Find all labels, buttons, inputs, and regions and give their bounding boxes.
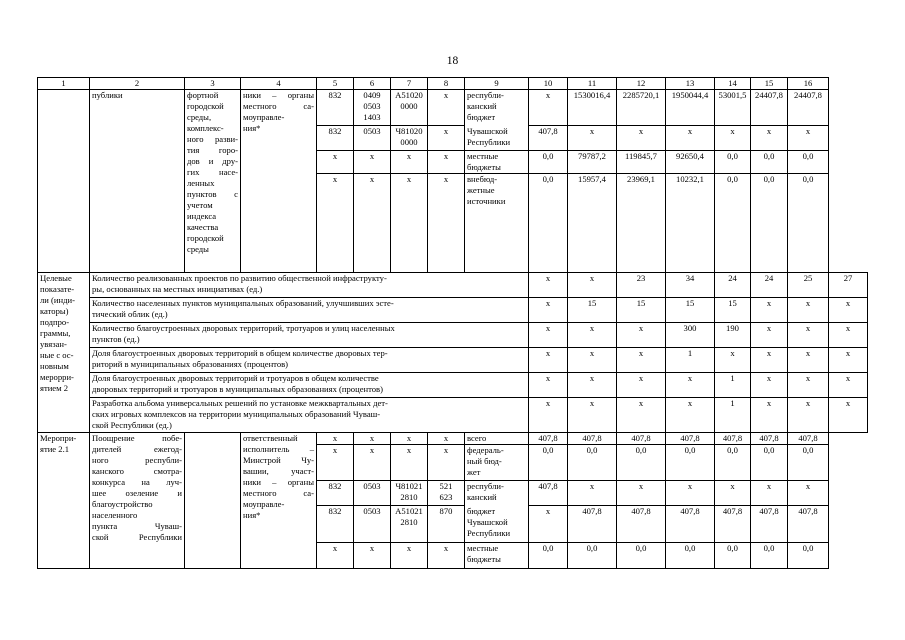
value-cell: x [788,348,829,373]
table-row [38,90,868,126]
value-cell: 407,8 [529,433,568,445]
value-cell: x [666,398,715,433]
value-cell: 1 [715,373,751,398]
value-cell: 407,8 [666,433,715,445]
value-cell: 15 [715,298,751,323]
cell-line: канского смотра- [92,466,182,476]
cell-col3 [185,90,241,273]
value-cell: 24407,8 [788,90,829,126]
column-number: 4 [241,78,317,90]
code-cell: x [317,433,354,445]
column-number: 12 [617,78,666,90]
value-cell: x [751,323,788,348]
value-cell: 1 [715,398,751,433]
code-cell: x [428,543,465,569]
value-cell: 23 [617,273,666,298]
value-cell: x [666,126,715,151]
indicator-text: Разработка альбома универсальных решений по установке межквартальных дет- ских игровых комплексов на территории муниципальных образований Чуваш- ской Республики (ед.) [90,398,529,433]
cell-line: индекса [187,211,217,221]
source-cell: местные бюджеты [465,543,529,569]
value-cell: x [617,481,666,506]
value-cell: 92650,4 [666,151,715,174]
cell-line: местного са- [243,101,314,111]
value-cell: x [617,398,666,433]
event-number [38,433,90,569]
indicator-row [38,298,868,323]
cell-col3 [185,433,241,569]
value-cell: 53001,5 [715,90,751,126]
cell-line: качества [187,222,219,232]
value-cell: x [715,348,751,373]
indicator-text: Количество населенных пунктов муниципальных образований, улучшивших эсте- тический облик (ед.) [90,298,529,323]
cell-line: моуправле- [243,112,285,122]
cell-line: городской [187,233,224,243]
value-cell: x [751,373,788,398]
value-cell: 0,0 [568,445,617,481]
value-cell: x [568,323,617,348]
code-cell: x [391,151,428,174]
cell-line: комплекс- [187,123,224,133]
code-cell: x [317,151,354,174]
cell-line: Минстрой Чу- [243,455,314,465]
source-cell: местные бюджеты [465,151,529,174]
value-cell: 15 [568,298,617,323]
cell-line: ного республи- [92,455,182,465]
value-cell: 407,8 [529,481,568,506]
value-cell: 0,0 [751,174,788,273]
indicator-row [38,323,868,348]
value-cell: 24 [751,273,788,298]
value-cell: 300 [666,323,715,348]
value-cell: 0,0 [788,174,829,273]
code-cell: x [354,151,391,174]
code-cell: x [354,543,391,569]
column-number: 15 [751,78,788,90]
value-cell: x [529,398,568,433]
cell-line: ответственный [243,433,298,443]
cell-line: исполнитель – [243,444,314,454]
value-cell: x [751,348,788,373]
value-cell: 0,0 [788,543,829,569]
code-cell: x [428,174,465,273]
code-cell: A51020 0000 [391,90,428,126]
cell-line: ской Республики [92,532,182,542]
code-cell: x [428,445,465,481]
value-cell: 0,0 [617,543,666,569]
indicator-text: Доля благоустроенных дворовых территорий в общем количестве дворовых тер- риторий в муниципальных образованиях (процентов) [90,348,529,373]
value-cell: x [829,373,868,398]
value-cell: 24407,8 [751,90,788,126]
cell-line: благоустройство [92,499,153,509]
header-row [38,78,868,90]
code-cell: x [317,445,354,481]
value-cell: 407,8 [666,506,715,543]
source-cell: внебюд- жетные источники [465,174,529,273]
value-cell: 15 [666,298,715,323]
value-cell: x [529,298,568,323]
cell-line: среды, [187,112,212,122]
cell-line: ного разви- [187,134,238,144]
cell-line: тия горо- [187,145,238,155]
value-cell: 23969,1 [617,174,666,273]
code-cell: x [391,433,428,445]
column-number: 9 [465,78,529,90]
code-cell: 832 [317,506,354,543]
value-cell: 0,0 [715,445,751,481]
value-cell: 0,0 [529,174,568,273]
value-cell: 0,0 [751,543,788,569]
targets-label: Целевые показате- ли (инди- каторы) подпро- граммы, увязан- ные с ос- новным мероpри- ятием 2 [38,273,90,433]
value-cell: 407,8 [617,506,666,543]
indicator-text: Количество благоустроенных дворовых территорий, тротуаров и улиц населенных пунктов (ед.) [90,323,529,348]
cell-line: Меропри- [40,433,77,443]
code-cell: x [317,543,354,569]
value-cell: 407,8 [751,433,788,445]
cell-line: фортной [187,90,219,100]
value-cell: 34 [666,273,715,298]
cell-line: пункта Чуваш- [92,521,182,531]
code-cell: Ч81020 0000 [391,126,428,151]
value-cell: x [829,298,868,323]
code-cell: 870 [428,506,465,543]
code-cell: 0503 [354,481,391,506]
code-cell: x [391,445,428,481]
value-cell: x [529,373,568,398]
value-cell: 27 [829,273,868,298]
cell-line: населенного [92,510,138,520]
cell-line: конкурса на луч- [92,477,182,487]
value-cell: x [568,481,617,506]
cell-line: учетом [187,200,213,210]
cell-line: гих насе- [187,167,238,177]
cell-line: ники – органы [243,90,314,100]
cell-line: городской [187,101,224,111]
source-cell: республи- канский бюджет [465,90,529,126]
cell-line: ния* [243,510,261,520]
value-cell: 407,8 [715,433,751,445]
value-cell: x [568,398,617,433]
code-cell: 832 [317,126,354,151]
code-cell: x [354,174,391,273]
value-cell: x [529,348,568,373]
code-cell: x [428,151,465,174]
code-cell: 0503 [354,506,391,543]
value-cell: 1 [666,348,715,373]
value-cell: 407,8 [788,506,829,543]
value-cell: x [666,373,715,398]
column-number: 8 [428,78,465,90]
value-cell: 0,0 [715,151,751,174]
value-cell: x [829,348,868,373]
value-cell: x [788,323,829,348]
cell-line: пунктов с [187,189,238,199]
code-cell: 0409 0503 1403 [354,90,391,126]
value-cell: x [617,373,666,398]
indicator-row [38,398,868,433]
value-cell: 0,0 [617,445,666,481]
value-cell: x [617,348,666,373]
value-cell: x [568,373,617,398]
value-cell: x [568,273,617,298]
value-cell: x [751,481,788,506]
cell-line: моуправле- [243,499,285,509]
code-cell: x [317,174,354,273]
cell-col4 [241,90,317,273]
page-number: 18 [446,55,459,67]
value-cell: x [788,398,829,433]
value-cell: 0,0 [788,445,829,481]
value-cell: 25 [788,273,829,298]
value-cell: x [788,373,829,398]
code-cell: x [391,174,428,273]
value-cell: 79787,2 [568,151,617,174]
value-cell: 15957,4 [568,174,617,273]
value-cell: 0,0 [715,543,751,569]
column-number: 3 [185,78,241,90]
column-number: 6 [354,78,391,90]
value-cell: 407,8 [751,506,788,543]
value-cell: x [751,298,788,323]
indicator-text: Количество реализованных проектов по развитию общественной инфраструкту- ры, основанных на местных инициативах (ед.) [90,273,529,298]
column-number: 2 [90,78,185,90]
cell-line: ятие 2.1 [40,444,70,454]
value-cell: 0,0 [529,151,568,174]
value-cell: x [788,298,829,323]
value-cell: 0,0 [529,445,568,481]
value-cell: 0,0 [751,445,788,481]
code-cell: x [428,126,465,151]
code-cell: x [428,433,465,445]
value-cell: 0,0 [788,151,829,174]
cell-col2: публики [90,90,185,273]
source-cell: всего [465,433,529,445]
value-cell: 407,8 [788,433,829,445]
code-cell: x [354,445,391,481]
column-number: 13 [666,78,715,90]
value-cell: 0,0 [666,543,715,569]
value-cell: 10232,1 [666,174,715,273]
table-row [38,433,868,445]
value-cell: 407,8 [568,433,617,445]
value-cell: 15 [617,298,666,323]
value-cell: 0,0 [568,543,617,569]
code-cell: x [428,90,465,126]
event-name [90,433,185,569]
code-cell: x [354,433,391,445]
value-cell: 0,0 [715,174,751,273]
column-number: 14 [715,78,751,90]
code-cell: Ч81021 2810 [391,481,428,506]
column-number: 10 [529,78,568,90]
cell-line: среды [187,244,209,254]
value-cell: 119845,7 [617,151,666,174]
cell-line: вашии, участ- [243,466,314,476]
value-cell: x [568,126,617,151]
column-number: 16 [788,78,829,90]
value-cell: 407,8 [568,506,617,543]
value-cell: x [529,506,568,543]
value-cell: x [568,348,617,373]
value-cell: x [666,481,715,506]
source-cell: республи- канский [465,481,529,506]
value-cell: 24 [715,273,751,298]
value-cell: x [788,126,829,151]
source-cell: Чувашской Республики [465,126,529,151]
cell-line: ленных [187,178,215,188]
value-cell: 2285720,1 [617,90,666,126]
indicator-row [38,373,868,398]
value-cell: 0,0 [751,151,788,174]
value-cell: 190 [715,323,751,348]
value-cell: x [829,398,868,433]
source-cell: бюджет Чувашской Республики [465,506,529,543]
financing-table [37,77,868,569]
column-number: 5 [317,78,354,90]
code-cell: A51021 2810 [391,506,428,543]
code-cell: x [391,543,428,569]
value-cell: 407,8 [617,433,666,445]
code-cell: 0503 [354,126,391,151]
responsible-cell [241,433,317,569]
value-cell: x [617,126,666,151]
indicator-row [38,348,868,373]
code-cell: 832 [317,481,354,506]
cell-line: местного са- [243,488,314,498]
value-cell: x [751,398,788,433]
value-cell: x [829,323,868,348]
value-cell: 407,8 [715,506,751,543]
value-cell: 407,8 [529,126,568,151]
code-cell: 832 [317,90,354,126]
value-cell: x [617,323,666,348]
indicator-row [38,273,868,298]
code-cell: 521 623 [428,481,465,506]
cell-line: ния* [243,123,261,133]
value-cell: 0,0 [529,543,568,569]
value-cell: x [529,323,568,348]
value-cell: x [715,481,751,506]
source-cell: федераль- ный бюд- жет [465,445,529,481]
cell-line: ники – органы [243,477,314,487]
value-cell: x [715,126,751,151]
column-number: 1 [38,78,90,90]
cell-line: дителей ежегод- [92,444,182,454]
cell-line: Поощрение побе- [92,433,182,443]
cell-line: шее озеление и [92,488,182,498]
value-cell: 1950044,4 [666,90,715,126]
value-cell: x [788,481,829,506]
cell-line: дов и дру- [187,156,238,166]
cell-col1 [38,90,90,273]
value-cell: x [529,90,568,126]
column-number: 7 [391,78,428,90]
column-number: 11 [568,78,617,90]
value-cell: 1530016,4 [568,90,617,126]
indicator-text: Доля благоустроенных дворовых территорий и тротуаров в общем количестве дворовых территорий и тротуаров в муниципальных образованиях (процентов) [90,373,529,398]
value-cell: x [529,273,568,298]
value-cell: x [751,126,788,151]
value-cell: 0,0 [666,445,715,481]
